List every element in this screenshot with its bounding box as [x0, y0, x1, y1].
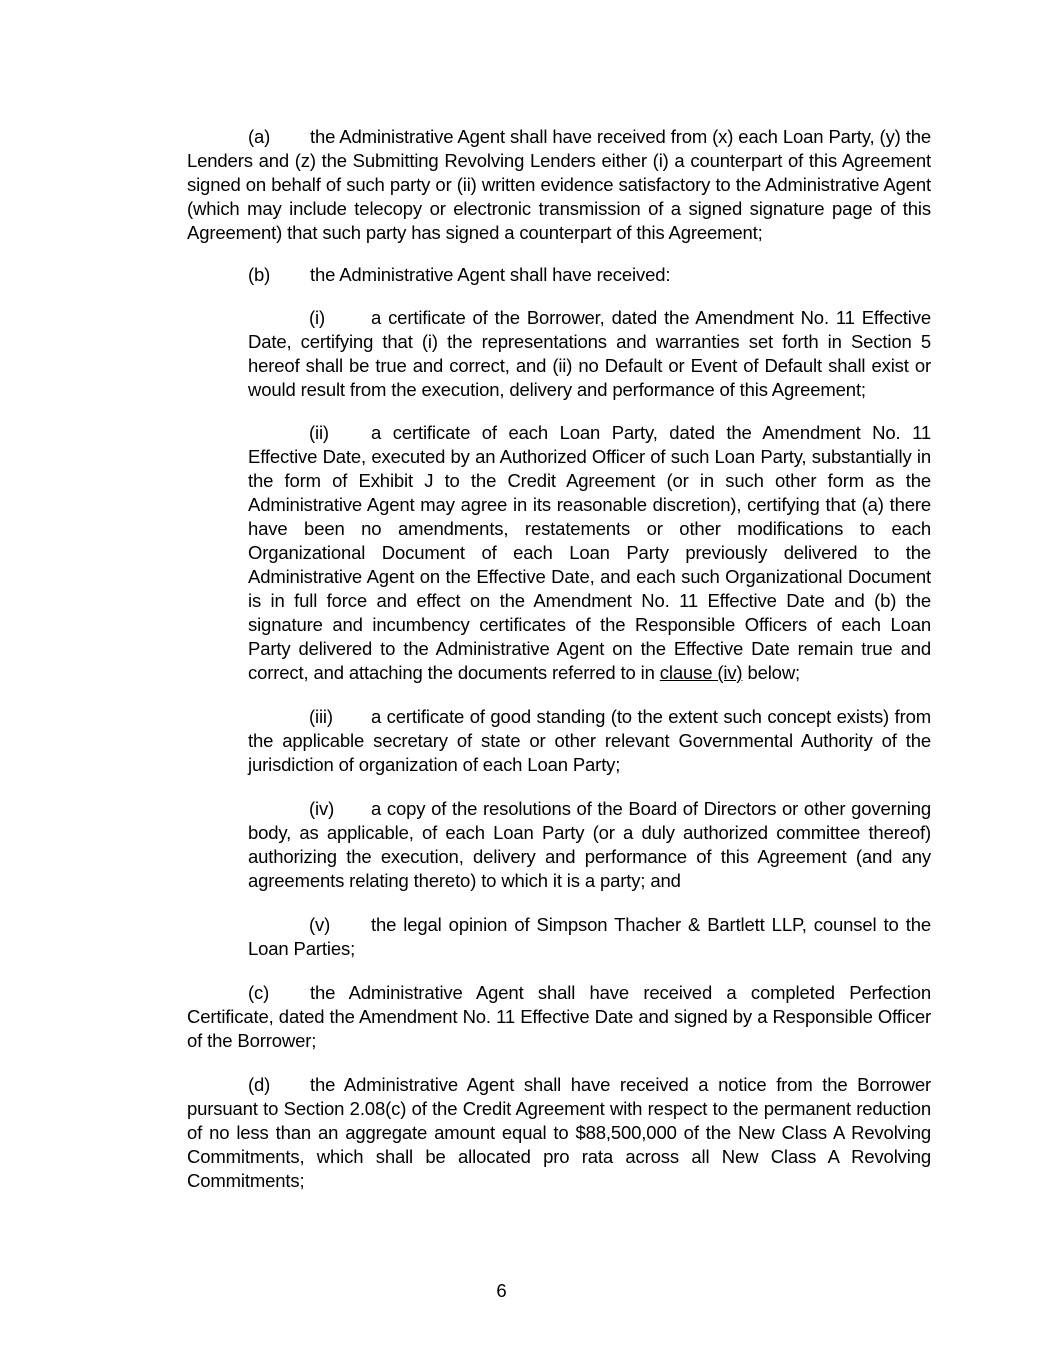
subparagraph-ii — [248, 421, 931, 685]
paragraph-text-end: below; — [747, 662, 801, 683]
subparagraph-v — [248, 913, 931, 961]
paragraph-c — [187, 981, 931, 1053]
page-number: 6 — [496, 1280, 507, 1301]
paragraph-label: (iii) — [309, 706, 333, 727]
subparagraph-i — [248, 306, 931, 402]
paragraph-label: (a) — [248, 126, 271, 147]
paragraph-text: a certificate of each Loan Party, dated the Amendment No. 11 Effective Date, executed by an Authorized Officer of such Loan Party, substantially in the form of Exhibit J to the Credit Agreement (or in such other form as the Administrative Agent may agree in its reasonable discretion), certifying that (a) there have been no amendments, restatements or other modifications to each Organizational Document of each Loan Party previously delivered to the Administrative Agent on the Effective Date, and each such Organizational Document is in full force and effect on the Amendment No. 11 Effective Date and (b) the signature and incumbency certificates of the Responsible Officers of each Loan Party delivered to the Administrative Agent on the Effective Date remain true and correct, and attaching the documents referred to in — [248, 422, 931, 683]
paragraph-text: the Administrative Agent shall have received a completed Perfection Certificate, dated the Amendment No. 11 Effective Date and signed by a Responsible Officer of the Borrower; — [187, 982, 931, 1051]
paragraph-b — [187, 263, 931, 287]
paragraph-text: a certificate of the Borrower, dated the Amendment No. 11 Effective Date, certifying that (i) the representations and warranties set forth in Section 5 hereof shall be true and correct, and (ii) no Default or Event of Default shall exist or would result from the execution, delivery and performance of this Agreement; — [248, 307, 931, 400]
subparagraph-iv — [248, 797, 931, 893]
clause-reference-link: clause (iv) — [659, 662, 743, 683]
paragraph-label: (iv) — [309, 798, 335, 819]
paragraph-d — [187, 1073, 931, 1193]
paragraph-label: (i) — [309, 307, 325, 328]
paragraph-label: (b) — [248, 264, 271, 285]
paragraph-text: a certificate of good standing (to the extent such concept exists) from the applicable secretary of state or other relevant Governmental Authority of the jurisdiction of organization of each Loan Party; — [248, 706, 931, 775]
paragraph-text: the legal opinion of Simpson Thacher & Bartlett LLP, counsel to the Loan Parties; — [248, 914, 931, 959]
subparagraph-iii — [248, 705, 931, 777]
paragraph-a — [187, 125, 931, 245]
paragraph-label: (d) — [248, 1074, 271, 1095]
paragraph-label: (ii) — [309, 422, 329, 443]
paragraph-text: the Administrative Agent shall have received: — [310, 264, 671, 285]
paragraph-text: a copy of the resolutions of the Board of Directors or other governing body, as applicable, of each Loan Party (or a duly authorized committee thereof) authorizing the execution, delivery and performance of this Agreement (and any agreements relating thereto) to which it is a party; and — [248, 798, 931, 891]
document-body — [187, 125, 931, 1193]
paragraph-label: (v) — [309, 914, 331, 935]
paragraph-text: the Administrative Agent shall have received a notice from the Borrower pursuant to Section 2.08(c) of the Credit Agreement with respect to the permanent reduction of no less than an aggregate amount equal to $88,500,000 of the New Class A Revolving Commitments, which shall be allocated pro rata across all New Class A Revolving Commitments; — [187, 1074, 931, 1191]
paragraph-text: the Administrative Agent shall have received from (x) each Loan Party, (y) the Lenders and (z) the Submitting Revolving Lenders either (i) a counterpart of this Agreement signed on behalf of such party or (ii) written evidence satisfactory to the Administrative Agent (which may include telecopy or electronic transmission of a signed signature page of this Agreement) that such party has signed a counterpart of this Agreement; — [187, 126, 931, 243]
paragraph-label: (c) — [248, 982, 270, 1003]
